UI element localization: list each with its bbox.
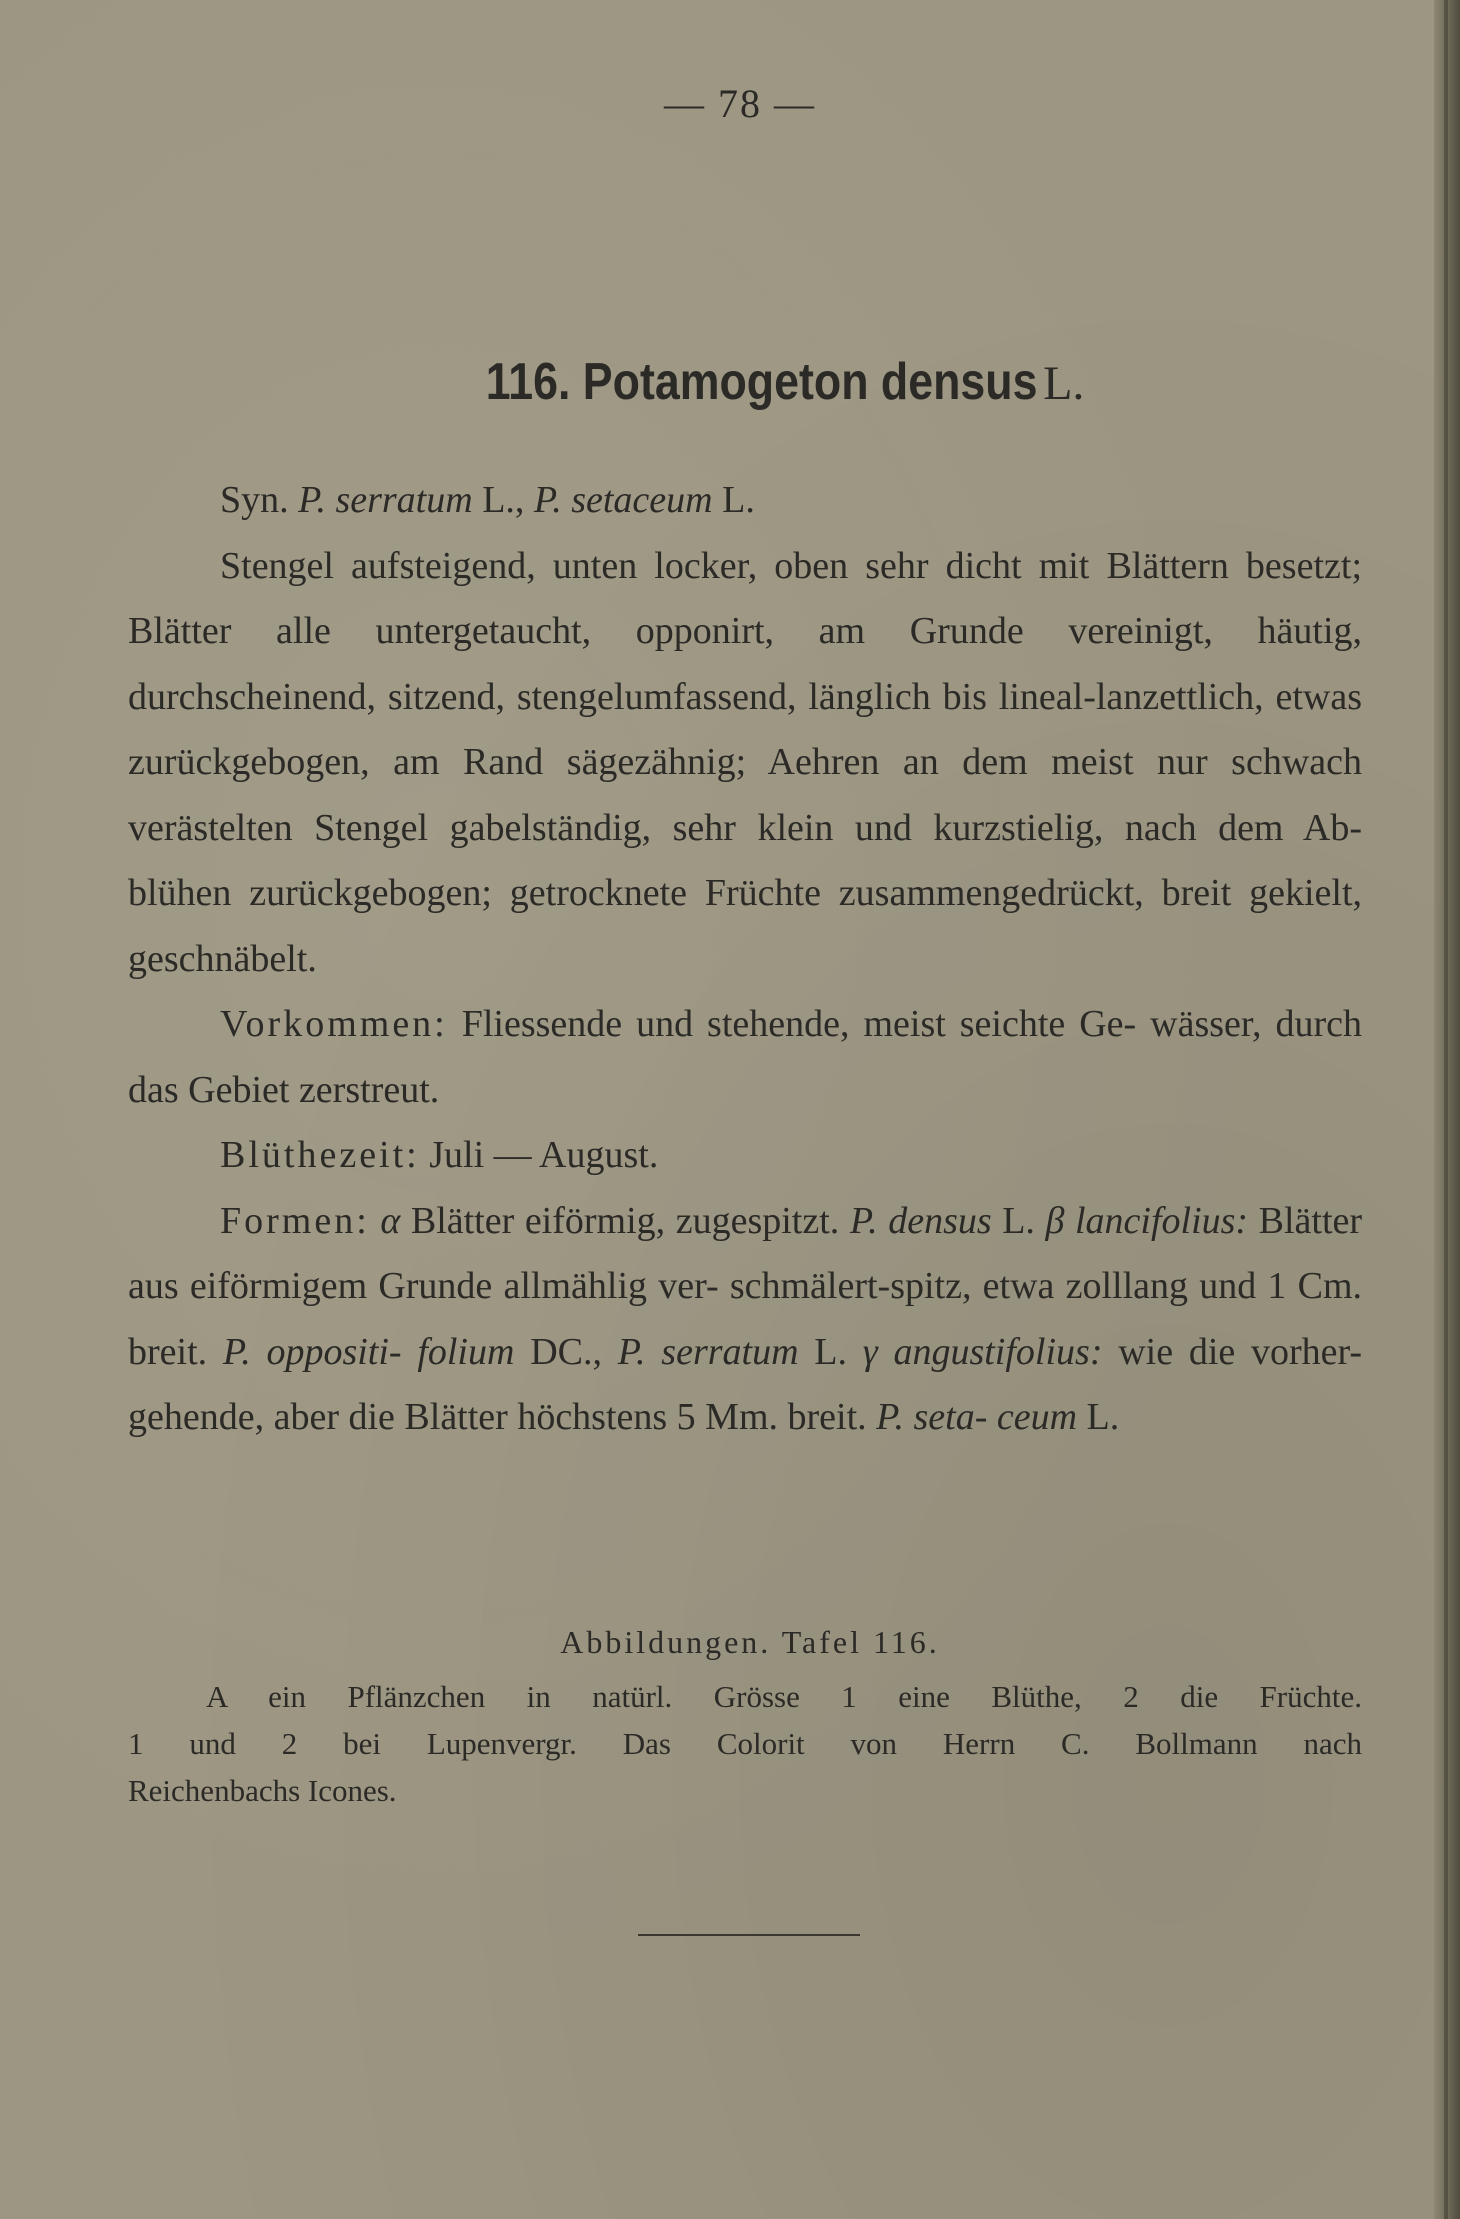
flowering-label: Blüthezeit: (220, 1134, 420, 1176)
form-text: schmälert-spitz, etwa zolllang und 1 Cm. breit. (128, 1265, 1362, 1373)
form-species-name: ceum (996, 1396, 1078, 1438)
description-line: Stengel gabelständig, sehr klein und kurzstielig, nach dem Ab- (314, 806, 1362, 849)
species-description (128, 468, 1362, 1451)
synonym-name: P. serratum (298, 479, 473, 521)
illustrations-line: A ein Pflänzchen in natürl. Grösse 1 eine Blüthe, 2 die Früchte. (206, 1679, 1362, 1714)
description-line: länglich bis lineal-lanzettlich, etwas zurückgebogen, am Rand (128, 675, 1362, 783)
description-line: vereinigt, häutig, durchscheinend, sitzend, stengelumfassend, (128, 610, 1363, 718)
form-species-name: P. densus (849, 1199, 992, 1242)
species-title-name: 116. Potamogeton densus (485, 353, 1038, 411)
species-title (0, 352, 1460, 412)
occurrence-line: wässer, durch das Gebiet zerstreut. (128, 1003, 1363, 1111)
illustrations-line: Reichenbachs Icones. (128, 1773, 397, 1808)
description-paragraph (128, 534, 1362, 993)
synonym-author: L., (482, 479, 525, 521)
form-text: wie die vorher- (1118, 1330, 1363, 1373)
illustrations-heading: Abbildungen. Tafel 116. (560, 1624, 940, 1660)
forms-label: Formen: (220, 1199, 370, 1242)
description-line: breit gekielt, geschnäbelt. (128, 872, 1363, 980)
page-number: — 78 — (664, 81, 816, 126)
form-text: Blätter aus eiförmigem Grunde allmählig ver- (128, 1199, 1363, 1307)
species-title-author: L. (1043, 357, 1085, 410)
form-species-name: P. seta- (876, 1396, 988, 1438)
form-text: Blätter eiförmig, zugespitzt. (410, 1199, 840, 1242)
occurrence-label: Vorkommen: (220, 1003, 448, 1045)
occurrence-line: Fliessende und stehende, meist seichte Ge- (461, 1003, 1137, 1045)
form-alpha-marker: α (380, 1199, 401, 1242)
page-edge-line (1444, 0, 1448, 2219)
flowering-text: Juli — August. (429, 1134, 659, 1176)
synonym-author: L. (722, 479, 755, 521)
form-species-name: folium (417, 1330, 515, 1373)
form-author: L. (1002, 1199, 1035, 1242)
form-gamma-name: γ angustifolius: (862, 1330, 1103, 1373)
form-text: gehende, aber die Blätter höchstens 5 Mm. breit. (128, 1396, 867, 1438)
form-author: L. (814, 1330, 847, 1373)
occurrence-paragraph (128, 992, 1362, 1123)
form-author: DC., (530, 1330, 602, 1373)
illustration-captions (128, 1624, 1362, 1814)
description-line: Blättern besetzt; Blätter alle untergetaucht, opponirt, am Grunde (128, 544, 1362, 652)
flowering-paragraph (128, 1123, 1362, 1189)
synonym-name: P. setaceum (533, 479, 713, 521)
description-line: Stengel aufsteigend, unten locker, oben sehr dicht mit (220, 544, 1090, 587)
synonyms-label: Syn. (220, 479, 289, 521)
form-species-name: P. serratum (617, 1330, 799, 1373)
forms-paragraph (128, 1189, 1362, 1451)
synonyms-line (128, 468, 1362, 534)
form-beta-name: β lancifolius: (1045, 1199, 1249, 1242)
description-line: blühen zurückgebogen; getrocknete Früchte zusammengedrückt, (128, 872, 1144, 914)
form-species-name: P. oppositi- (222, 1330, 402, 1373)
form-author: L. (1086, 1396, 1120, 1438)
section-divider (638, 1934, 860, 1936)
illustrations-line: 1 und 2 bei Lupenvergr. Das Colorit von Herrn C. Bollmann nach (128, 1726, 1362, 1761)
description-line: sägezähnig; Aehren an dem meist nur schwach verästelten (128, 741, 1363, 849)
